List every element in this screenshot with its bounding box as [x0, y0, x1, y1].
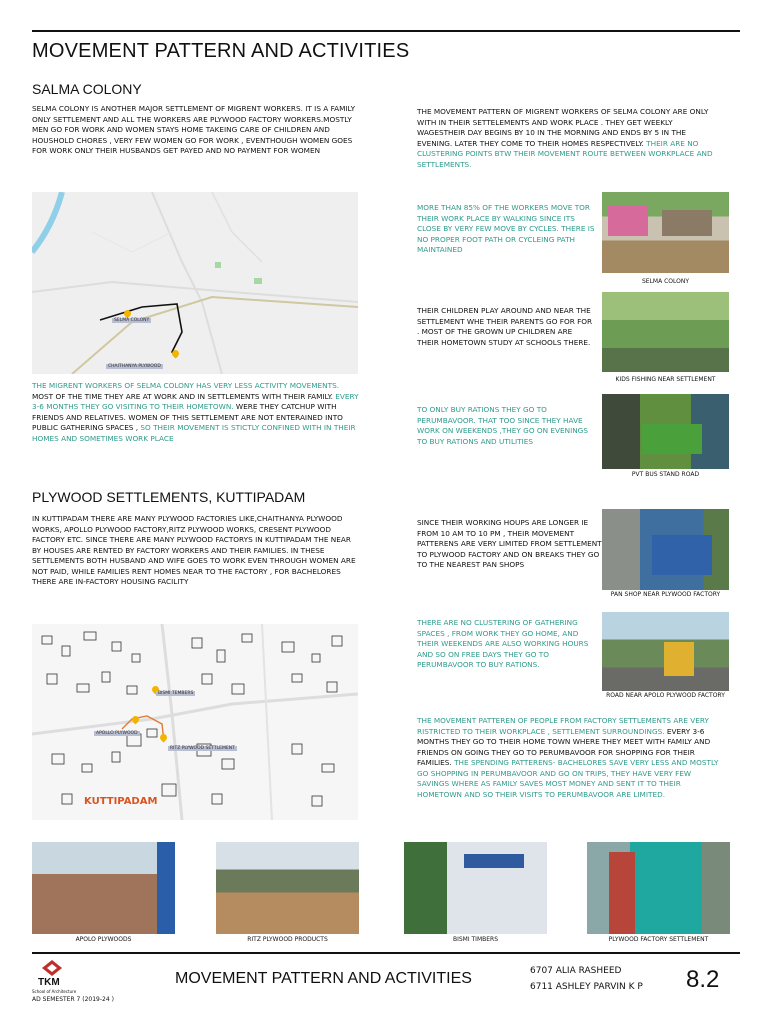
pan-shop-photo [602, 509, 729, 590]
bus-stand-photo [602, 394, 729, 469]
bismi-map-label: BISMI TEMBERS [158, 691, 194, 696]
salma-intro: SELMA COLONY IS ANOTHER MAJOR SETTLEMENT OF MIGRENT WORKERS. IT IS A FAMILY ONLY SETTLEMENT AND ALL THE WORKERS ARE PLYWOOD FACTORY WORKERS.MOSTLY MEN GO FOR WORK AND WOMEN STAYS HOME TAKEING CARE OF CHILDREN AND HOUSHOLD CHORES , VERY FEW WOMEN GO FOR WORK , EVENTHOUGH WOMEN GOES FOR WORK ONLY THEIR HUSBANDS GET PAYED AND NO PAYMENT FOR WOMEN [32, 104, 356, 155]
selma-colony-caption: SELMA COLONY [641, 278, 690, 285]
bismi-timbers-photo [404, 842, 547, 934]
bottom-rule [32, 952, 740, 954]
salma-children-text: THEIR CHILDREN PLAY AROUND AND NEAR THE SETTLEMENT WHE THEIR PARENTS GO FOR FOR . MOST OF THE GROWN UP CHILDREN ARE THEIR HOMETOWN STUDY AT SCHOOLS THERE. [417, 306, 593, 347]
selma-colony-photo [602, 192, 729, 273]
salma-activity-5: SO THEIR MOVEMENT IS STICTLY CONFINED WITH IN THEIR HOMES AND SOMETIMES WORK PLACE [32, 423, 356, 443]
page-title: MOVEMENT PATTERN AND ACTIVITIES [32, 40, 410, 62]
salma-walk-text: MORE THAN 85% OF THE WORKERS MOVE TOR THEIR WORK PLACE BY WALKING SINCE ITS CLOSE BY VERY FEW MOVE BY CYCLES. THERE IS NO PROPER FOOT PATH OR CYCLEING PATH MAINTAINED [417, 203, 595, 254]
plywood-clustering-text: THERE ARE NO CLUSTERING OF GATHERING SPACES , FROM WORK THEY GO HOME, AND THEIR WEEKENDS ARE ALSO WORKING HOURS AND SO ON FREE DAYS THEY GO TO PERUMBAVOOR TO BUY RATIONS. [417, 618, 589, 669]
plywood-hours-text: SINCE THEIR WORKING HOUPS ARE LONGER IE FROM 10 AM TO 10 PM , THEIR MOVEMENT PATTERENS ARE VERY LIMITED FROM SETTLEMENT TO PLYWOOD FACTORY AND ON BREAKS THEY GO TO THE NEAREST PAN SHOPS [417, 518, 602, 569]
plywood-pattern-3: THE SPENDING PATTERENS- BACHELORES SAVE VERY LESS AND MOSTLY GO SHOPPING IN PERUMBAVOOR AND GO ON TRIPS, THEY HAVE VERY FEW SAVINGS WHERE AS FAMILY SAVES MOST MONEY AND SENT IT TO THEIR HOMETOWN AND SO THEIR VISITS TO PERUMBAVOOR ARE LIMITED. [417, 758, 719, 799]
salma-movement-2: THEIR ARE NO CLUSTERING POINTS BTW THEIR MOVEMENT ROUTE BETWEEN WORKPLACE AND SETTLEMENTS. [417, 138, 713, 169]
salma-activity-3: EVERY 3-6 MONTHS THEY GO VISITING TO THEIR HOMETOWN. [32, 391, 359, 411]
salma-map [32, 192, 358, 374]
chaithanya-map-label: CHAITHANYA PLYWOOD [108, 364, 161, 369]
kuttipadam-map-label: KUTTIPADAM [84, 796, 158, 807]
salma-activity-4: WERE THEY CATCHUP WITH FRIENDS AND RELATIVES. WOMEN OF THIS SETTLEMENT ARE NOT ENTERAINED INTO PUBLIC GATHERING SPACES , [32, 402, 343, 432]
plywood-pattern-2: EVERY 3-6 MONTHS THEY GO TO THEIR HOME TOWN WHERE THEY MEET WITH FAMILY AND FRIENDS ON GOING THEY GO TO PERUMBAVOOR FOR SHOPPING FOR THEIR FAMILIES. [417, 726, 711, 767]
apolo-plywoods-caption: APOLO PLYWOODS [75, 936, 132, 943]
kuttipadam-map [32, 624, 358, 820]
semester-label: AD SEMESTER 7 (2019-24 ) [32, 996, 114, 1003]
author-2: 6711 ASHLEY PARVIN K P [530, 982, 643, 992]
salma-rations-text: TO ONLY BUY RATIONS THEY GO TO PERUMBAVOOR. THAT TOO SINCE THEY HAVE WORK ON WEEKENDS ,THEY GO ON EVENINGS TO BUY RATIONS AND UTILITIES [417, 405, 588, 446]
apolo-plywoods-photo [32, 842, 175, 934]
author-1: 6707 ALIA RASHEED [530, 966, 622, 976]
kids-fishing-caption: KIDS FISHING NEAR SETTLEMENT [615, 376, 716, 383]
tkm-logo-icon [42, 960, 62, 976]
page-number: 8.2 [686, 966, 720, 993]
salma-activity-1: THE MIGRENT WORKERS OF SELMA COLONY HAS VERY LESS ACTIVITY MOVEMENTS. [32, 381, 340, 390]
salma-movement-1: THE MOVEMENT PATTERN OF MIGRENT WORKERS OF SELMA COLONY ARE ONLY WITH IN THEIR SETTELEMENTS AND WORK PLACE . THEY GET WEEKLY WAGESTHEIR DAY BEGINS BY 10 IN THE MORNING AND ENDS BY 5 IN THE EVENING. LATER THEY COME TO THEIR HOMES RESPECTIVELY. [417, 107, 709, 148]
top-rule [32, 30, 740, 32]
apollo-map-label: APOLLO PLYWOOD [96, 731, 138, 736]
plywood-pattern-1: THE MOVEMENT PATTEREN OF PEOPLE FROM FACTORY SETTLEMENTS ARE VERY RISTRICTED TO THEIR WORKPLACE , SETTLEMENT SURROUNDINGS. [417, 716, 709, 736]
plywood-heading: PLYWOOD SETTLEMENTS, KUTTIPADAM [32, 489, 306, 505]
ritz-plywood-caption: RITZ PLYWOOD PRODUCTS [247, 936, 328, 943]
bismi-timbers-caption: BISMI TIMBERS [452, 936, 499, 943]
footer-title: MOVEMENT PATTERN AND ACTIVITIES [175, 970, 472, 987]
bus-stand-caption: PVT BUS STAND ROAD [631, 471, 700, 478]
plywood-pattern-text [417, 716, 723, 800]
salma-map-label: SELMA COLONY [114, 318, 150, 323]
factory-settlement-photo [587, 842, 730, 934]
pan-shop-caption: PAN SHOP NEAR PLYWOOD FACTORY [610, 591, 721, 598]
ritz-plywood-photo [216, 842, 359, 934]
apollo-road-caption: ROAD NEAR APOLO PLYWOOD FACTORY [606, 692, 725, 699]
kids-fishing-photo [602, 292, 729, 372]
salma-heading: SALMA COLONY [32, 81, 142, 97]
tkm-logo-subtext: School of Architecture [32, 989, 77, 994]
factory-settlement-caption: PLYWOOD FACTORY SETTLEMENT [608, 936, 709, 943]
salma-activity-text [32, 381, 362, 444]
salma-movement-text [417, 107, 723, 170]
salma-activity-2: MOST OF THE TIME THEY ARE AT WORK AND IN SETTLEMENTS WITH THEIR FAMILY. [32, 391, 333, 401]
plywood-intro: IN KUTTIPADAM THERE ARE MANY PLYWOOD FACTORIES LIKE,CHAITHANYA PLYWOOD WORKS, APOLLO PLYWOOD FACTORY,RITZ PLYWOOD WORKS, CRESENT PLYWOOD FACTORY ETC. SINCE THERE ARE MANY PLYWOOD FACTORYS IN KUTTIPADAM THE NEAR BY HOUSES ARE RENTED BY FACTORY WORKERS AND THEIR FAMILIES. IN THESE SETTLEMENTS BOTH HUSBAND AND WIFE GOES TO WORK EVEN THROUGH WOMEN ARE NOT PAID, WHILE FAMILIES RENT HOMES NEAR TO THE FACTORY , FOR BACHELORES THERE ARE IN-FACTORY HOUSING FACILITY [32, 514, 356, 586]
tkm-logo-text: TKM [38, 977, 60, 988]
apollo-road-photo [602, 612, 729, 691]
ritz-map-label: RITZ PLYWOOD SETTLEMENT [170, 746, 235, 751]
